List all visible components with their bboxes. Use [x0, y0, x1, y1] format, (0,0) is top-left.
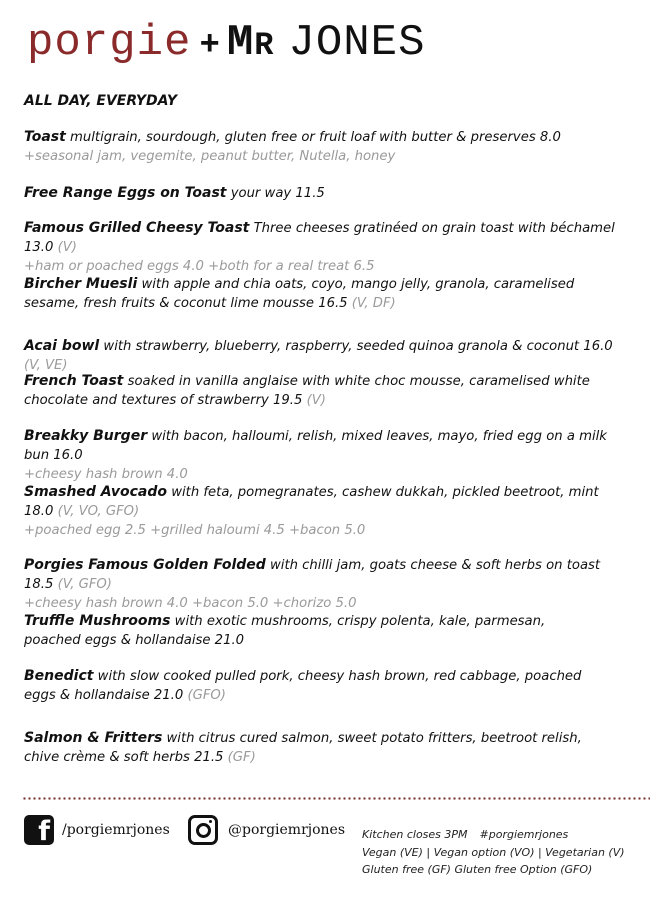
restaurant-logo	[27, 18, 425, 71]
logo-mr	[227, 18, 275, 68]
dietary-tags: (V)	[57, 240, 77, 255]
logo-jones: JONES	[288, 18, 426, 68]
item-name: Toast	[24, 129, 66, 145]
instagram-handle: @porgiemrjones	[228, 822, 346, 838]
item-description: with slow cooked pulled pork, cheesy hash brown, red cabbage, poached eggs & hollandaise 21.0	[24, 669, 582, 703]
item-description: with citrus cured salmon, sweet potato fritters, beetroot relish, chive crème & soft herbs 21.5	[24, 731, 582, 765]
item-description: with apple and chia oats, coyo, mango jelly, granola, caramelised sesame, fresh fruits & coconut lime mousse 16.5	[24, 277, 575, 311]
menu-item-cheesy-toast	[24, 219, 624, 276]
dietary-legend-line1: Vegan (VE) | Vegan option (VO) | Vegetarian (V)	[362, 845, 625, 859]
logo-plus: +	[199, 27, 221, 65]
item-name: French Toast	[24, 373, 124, 389]
item-extras: +cheesy hash brown 4.0 +bacon 5.0 +chorizo 5.0	[24, 596, 357, 611]
menu-item-french-toast	[24, 372, 624, 410]
item-name: Benedict	[24, 668, 94, 684]
item-description: your way 11.5	[230, 186, 325, 201]
menu-item-breakky-burger	[24, 427, 624, 484]
item-description: Three cheeses gratinéed on grain toast with béchamel 13.0	[24, 221, 615, 255]
menu-item-toast	[24, 128, 561, 166]
item-name: Porgies Famous Golden Folded	[24, 557, 266, 573]
facebook-handle: /porgiemrjones	[62, 822, 170, 838]
item-name: Bircher Muesli	[24, 276, 138, 292]
item-description: soaked in vanilla anglaise with white choc mousse, caramelised white chocolate and textures of strawberry 19.5	[24, 374, 590, 408]
item-extras: +poached egg 2.5 +grilled haloumi 4.5 +bacon 5.0	[24, 523, 366, 538]
menu-item-salmon-fritters	[24, 729, 614, 767]
facebook-icon: f	[24, 815, 54, 845]
section-heading: ALL DAY, EVERYDAY	[24, 93, 177, 109]
kitchen-hours-line	[362, 826, 625, 844]
item-description: with exotic mushrooms, crispy polenta, kale, parmesan, poached eggs & hollandaise 21.0	[24, 614, 546, 648]
kitchen-closes: Kitchen closes 3PM	[362, 828, 468, 841]
menu-item-smashed-avocado	[24, 483, 624, 540]
item-extras: +ham or poached eggs 4.0 +both for a real treat 6.5	[24, 259, 375, 274]
menu-item-truffle-mushrooms	[24, 612, 594, 650]
dietary-tags: (GF)	[227, 750, 256, 765]
hashtag: #porgiemrjones	[479, 828, 569, 841]
item-name: Famous Grilled Cheesy Toast	[24, 220, 250, 236]
item-description: with bacon, halloumi, relish, mixed leaves, mayo, fried egg on a milk bun 16.0	[24, 429, 607, 463]
item-description: with strawberry, blueberry, raspberry, seeded quinoa granola & coconut 16.0	[103, 339, 613, 354]
item-description: with feta, pomegranates, cashew dukkah, pickled beetroot, mint 18.0	[24, 485, 599, 519]
dietary-tags: (GFO)	[187, 688, 226, 703]
facebook-link[interactable]	[24, 815, 170, 845]
dietary-tags: (V, VO, GFO)	[57, 504, 140, 519]
logo-porgie: porgie	[27, 18, 192, 68]
logo-mr-r: R	[254, 27, 275, 64]
logo-mr-m: M	[226, 18, 255, 68]
menu-item-benedict	[24, 667, 584, 705]
item-description: with chilli jam, goats cheese & soft herbs on toast 18.5	[24, 558, 601, 592]
item-name: Acai bowl	[24, 338, 100, 354]
menu-item-free-range-eggs	[24, 184, 325, 203]
dietary-tags: (V)	[306, 393, 326, 408]
item-name: Salmon & Fritters	[24, 730, 163, 746]
dietary-tags: (V, GFO)	[57, 577, 112, 592]
dietary-tags: (V, DF)	[351, 296, 396, 311]
menu-item-acai-bowl	[24, 337, 624, 375]
item-name: Breakky Burger	[24, 428, 148, 444]
item-extras: +cheesy hash brown 4.0	[24, 467, 188, 482]
item-name: Free Range Eggs on Toast	[24, 185, 227, 201]
footer-notes	[362, 826, 625, 879]
dotted-divider	[22, 797, 650, 800]
menu-item-golden-folded	[24, 556, 624, 613]
instagram-link[interactable]	[188, 815, 345, 845]
menu-item-bircher-muesli	[24, 275, 584, 313]
dietary-tags: (V, VE)	[24, 358, 68, 373]
item-extras: +seasonal jam, vegemite, peanut butter, Nutella, honey	[24, 149, 396, 164]
item-name: Smashed Avocado	[24, 484, 168, 500]
instagram-icon	[188, 815, 218, 845]
item-description: multigrain, sourdough, gluten free or fruit loaf with butter & preserves 8.0	[70, 130, 561, 145]
item-name: Truffle Mushrooms	[24, 613, 171, 629]
dietary-legend-line2: Gluten free (GF) Gluten free Option (GFO)	[362, 863, 593, 876]
